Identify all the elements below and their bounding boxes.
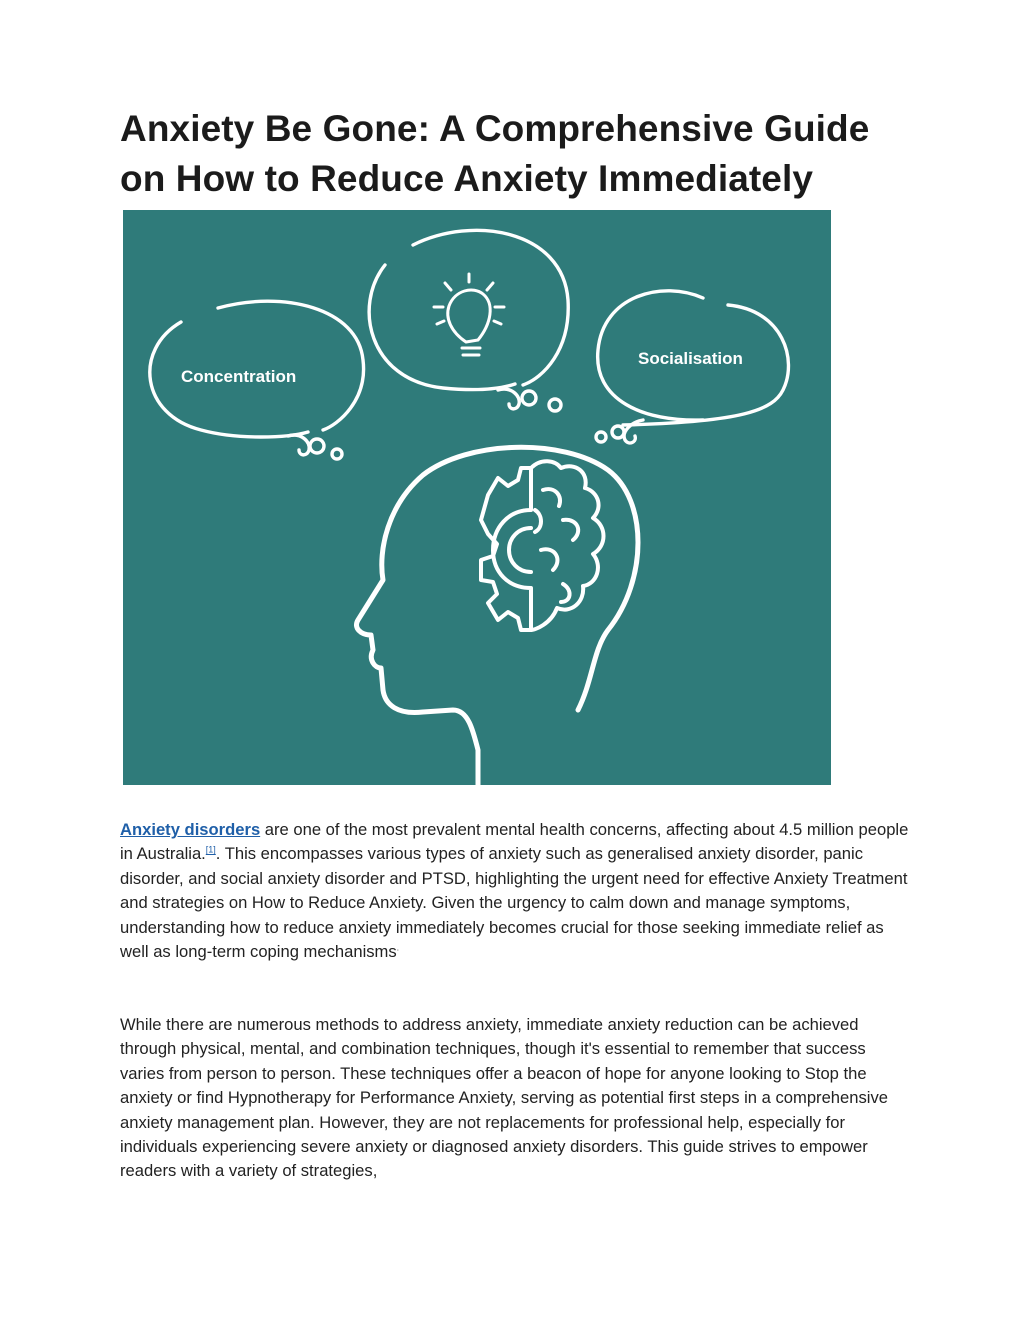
- brain-icon: [531, 461, 604, 630]
- anxiety-disorders-link[interactable]: Anxiety disorders: [120, 820, 261, 839]
- illustration-svg: [123, 210, 831, 785]
- footnote-1-link[interactable]: [1]: [205, 844, 216, 855]
- intro-paragraph: [120, 818, 910, 964]
- thought-bubble-middle: [369, 230, 568, 411]
- intro-text-b: . This encompasses various types of anxiety such as generalised anxiety disorder, panic disorder, and social anxiety disorder and PTSD, highlighting the urgent need for effective Anxiety Treatment and strategies on How to Reduce Anxiety. Given the urgency to calm down and manage symptoms, understanding how to reduce anxiety immediately becomes crucial for those seeking immediate relief as well as long-term coping mechanisms: [120, 844, 908, 962]
- gear-icon: [481, 468, 531, 630]
- bubble-label-concentration: Concentration: [181, 367, 297, 386]
- hero-illustration: [123, 210, 831, 785]
- methods-paragraph: While there are numerous methods to address anxiety, immediate anxiety reduction can be achieved through physical, mental, and combination techniques, though it's essential to remember that success varies from person to person. These techniques offer a beacon of hope for anyone looking to Stop the anxiety or find Hypnotherapy for Performance Anxiety, serving as potential first steps in a comprehensive anxiety management plan. However, they are not replacements for professional help, especially for individuals experiencing severe anxiety or diagnosed anxiety disorders. This guide strives to empower readers with a variety of strategies,: [120, 1015, 888, 1181]
- intro-trailing-dot: .: [396, 943, 399, 953]
- page-title: Anxiety Be Gone: A Comprehensive Guide on How to Reduce Anxiety Immediately: [120, 108, 870, 199]
- bubble-label-socialisation: Socialisation: [638, 349, 743, 368]
- intro-text-a: are one of the most prevalent mental health concerns, affecting about 4.5 million people in Australia.: [120, 820, 909, 864]
- lightbulb-icon: [434, 274, 504, 355]
